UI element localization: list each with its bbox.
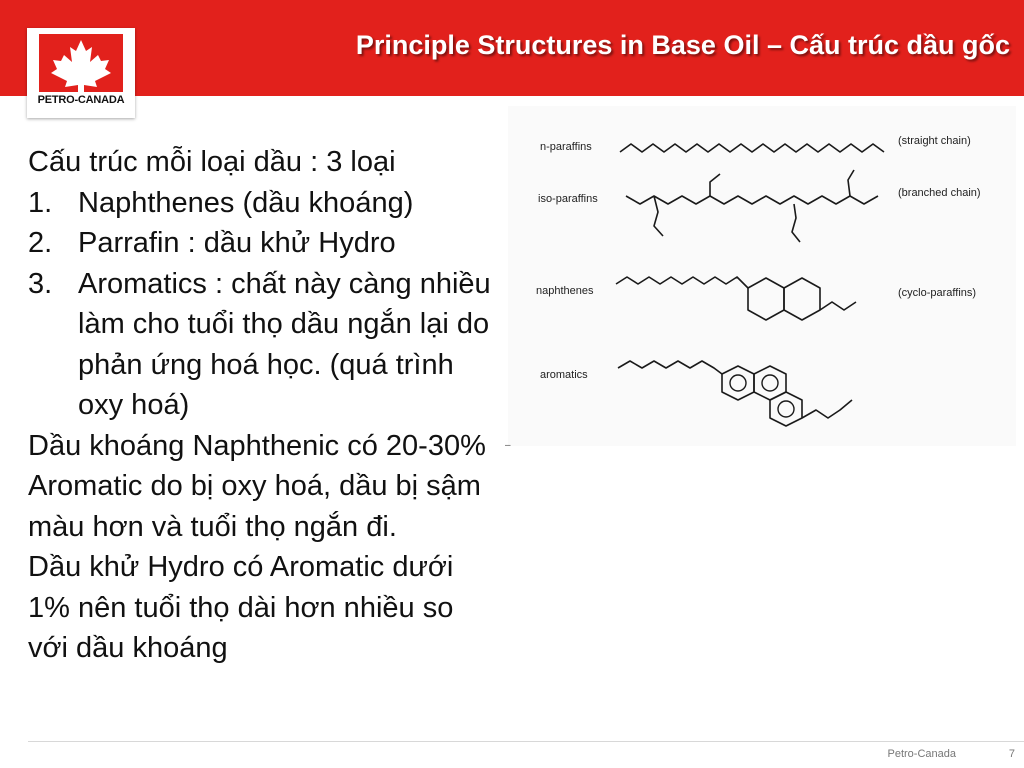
list-item: 1. Naphthenes (dầu khoáng) bbox=[28, 186, 414, 219]
header-bar bbox=[0, 0, 1024, 96]
maple-leaf-icon bbox=[39, 34, 123, 94]
hydro-paragraph: Dầu khử Hydro có Aromatic dưới 1% nên tuổi thọ dài hơn nhiều so với dầu khoáng bbox=[28, 551, 454, 664]
petro-canada-logo bbox=[27, 28, 135, 118]
naphthenic-paragraph: Dầu khoáng Naphthenic có 20-30% Aromatic do bị oxy hoá, dầu bị sậm màu hơn và tuổi thọ ngắn đi. bbox=[28, 429, 486, 543]
desc-n-paraffins: (straight chain) bbox=[898, 135, 971, 147]
body-text bbox=[28, 142, 498, 669]
slide-title: Principle Structures in Base Oil – Cấu trúc dầu gốc bbox=[355, 30, 1010, 60]
footer-brand: Petro-Canada bbox=[887, 748, 956, 760]
label-n-paraffins: n-paraffins bbox=[540, 141, 592, 153]
logo-text: PETRO-CANADA bbox=[37, 94, 125, 106]
naphthene-chain bbox=[616, 277, 748, 288]
desc-naphthenes: (cyclo-paraffins) bbox=[898, 287, 977, 299]
page-number: 7 bbox=[1008, 748, 1015, 760]
label-aromatics: aromatics bbox=[540, 369, 588, 381]
list-item: 3. Aromatics : chất này càng nhiều làm cho tuổi thọ dầu ngắn lại do phản ứng hoá học. (quá trình oxy hoá) bbox=[28, 267, 491, 421]
list-item: 2. Parrafin : dầu khử Hydro bbox=[28, 227, 396, 259]
n-paraffin-chain bbox=[620, 144, 884, 152]
iso-paraffin-chain bbox=[626, 196, 878, 204]
label-iso-paraffins: iso-paraffins bbox=[538, 193, 598, 205]
intro-text: Cấu trúc mỗi loại dầu : 3 loại bbox=[28, 146, 396, 178]
footer-divider bbox=[28, 741, 1024, 742]
structure-diagram bbox=[508, 106, 1016, 446]
desc-iso-paraffins: (branched chain) bbox=[898, 187, 981, 199]
label-naphthenes: naphthenes bbox=[536, 285, 594, 297]
figure-dash: – bbox=[505, 440, 511, 451]
aromatic-chain bbox=[618, 361, 722, 374]
oil-type-list bbox=[28, 183, 498, 426]
